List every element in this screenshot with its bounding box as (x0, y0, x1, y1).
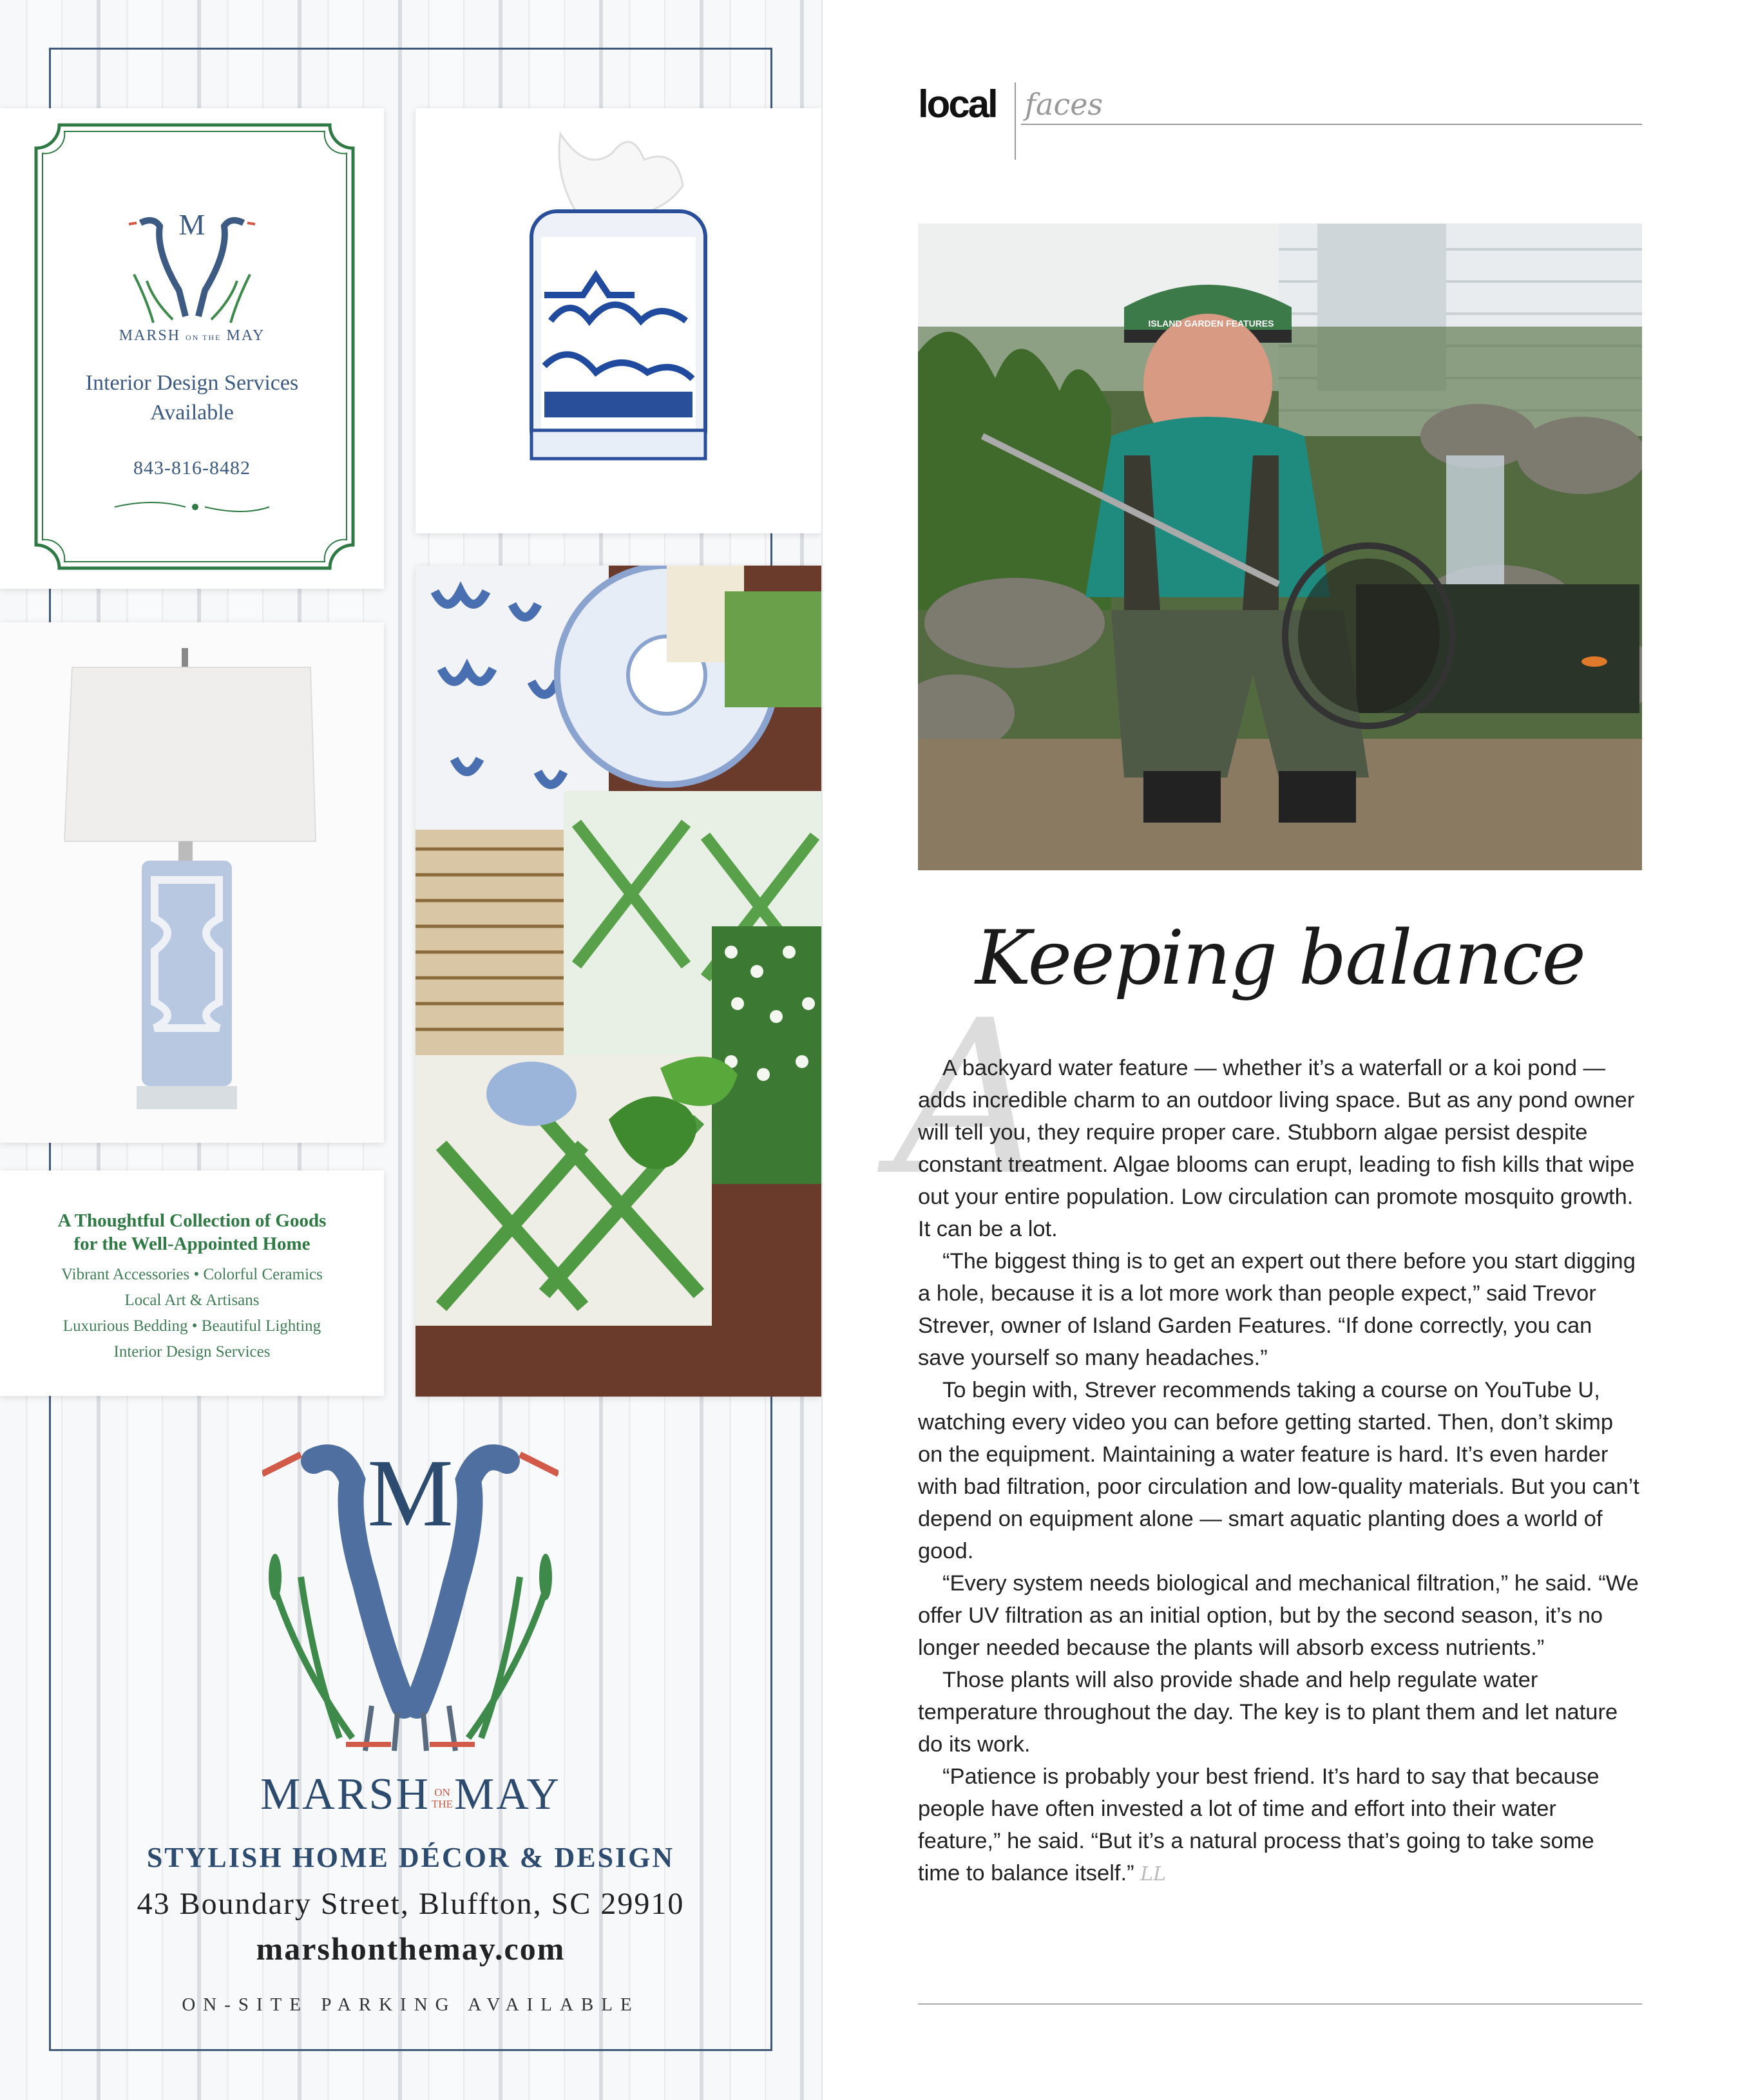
card-service-text: Interior Design Services Available (85, 371, 299, 425)
chinoiserie-tissue-box-icon (415, 108, 821, 533)
footer-rule (918, 2003, 1642, 2005)
paragraph: Those plants will also provide shade and help regulate water temperature throughout the day. The key is to plant them and let nature do its work. (918, 1668, 1618, 1757)
paragraph-last: “Patience is probably your best friend. It’s hard to say that because people have often invested a lot of time and effort into their water feature,” he said. “But it’s a natural process that’s going to take some time to balance itself.” LL (918, 1764, 1600, 1885)
website-link[interactable]: marshonthemay.com (256, 1931, 566, 1967)
collection-list (0, 1262, 384, 1365)
brand-tagline: STYLISH HOME DÉCOR & DESIGN (146, 1842, 675, 1873)
paragraph: A backyard water feature — whether it’s a waterfall or a koi pond — adds incredible charm to an outdoor living space. But as any pond owner will tell you, they require proper care. Stubborn algae persist despite constant treatment. Algae blooms can erupt, leading to fish kills that wipe out your entire population. Low circulation can promote mosquito growth. It can be a lot. (918, 1056, 1635, 1241)
article-body (918, 1052, 1642, 1891)
parking-note: ON-SITE PARKING AVAILABLE (182, 1994, 640, 2015)
fabric-collage-icon (415, 566, 821, 1397)
section-label: local (918, 82, 997, 126)
brand-name: MARSH ON THE MAY (260, 1770, 561, 1819)
collection-card (0, 1170, 384, 1396)
card-brand-name: MARSH ON THE MAY (119, 327, 265, 344)
article-page (823, 0, 1738, 2100)
collection-line: Interior Design Services (113, 1343, 271, 1360)
paragraph: To begin with, Strever recommends taking a course on YouTube U, watching every video you can before getting started. Then, don’t skimp on the equipment. Maintaining a water feature is hard. It’s even harder with bad filtration, poor circulation and low-quality materials. But you can’t depend on equipment alone — smart aquatic planting does a world of good. (918, 1378, 1639, 1563)
tissue-box-product-image (415, 108, 821, 533)
section-divider (1015, 82, 1016, 160)
collection-line: Luxurious Bedding • Beautiful Lighting (62, 1317, 321, 1335)
collection-heading: A Thoughtful Collection of Goods for the Well-Appointed Home (57, 1210, 327, 1254)
heron-logo-icon (128, 204, 256, 326)
article-photo (918, 224, 1642, 870)
blue-table-lamp-icon (0, 622, 384, 1143)
collection-line: Vibrant Accessories • Colorful Ceramics (61, 1266, 323, 1283)
man-with-pond-net-photo (918, 224, 1642, 870)
svg-text:M: M (367, 1440, 454, 1547)
end-mark: LL (1140, 1863, 1167, 1885)
svg-text:ISLAND GARDEN FEATURES: ISLAND GARDEN FEATURES (1148, 318, 1274, 329)
table-lamp-product-image (0, 622, 384, 1143)
paragraph: “The biggest thing is to get an expert out there before you start digging a hole, because it is a lot more work than people expect,” said Trevor Strever, owner of Island Garden Features. “If done correctly, you can save yourself so many headaches.” (918, 1249, 1636, 1370)
collection-line: Local Art & Artisans (124, 1292, 260, 1309)
store-address: 43 Boundary Street, Bluffton, SC 29910 (137, 1887, 685, 1921)
interior-design-card (0, 108, 384, 589)
dropcap-letter: A (893, 975, 1047, 1222)
svg-text:M: M (178, 208, 205, 241)
advertisement-page (0, 0, 821, 2100)
paragraph: “Every system needs biological and mechanical filtration,” he said. “We offer UV filtration as an initial option, but by the second season, it’s no longer needed because the plants will absorb excess nutrients.” (918, 1571, 1639, 1660)
heron-logo-large-icon (262, 1435, 559, 1757)
subsection-label: faces (1025, 87, 1103, 122)
ad-footer (49, 1397, 772, 2051)
header-rule (1021, 124, 1642, 125)
fabric-swatches-image (415, 566, 821, 1397)
card-phone-number: 843-816-8482 (133, 457, 251, 479)
flourish-ornament-icon (108, 497, 276, 517)
section-header (918, 82, 1642, 128)
article-headline: Keeping balance (975, 915, 1585, 1002)
